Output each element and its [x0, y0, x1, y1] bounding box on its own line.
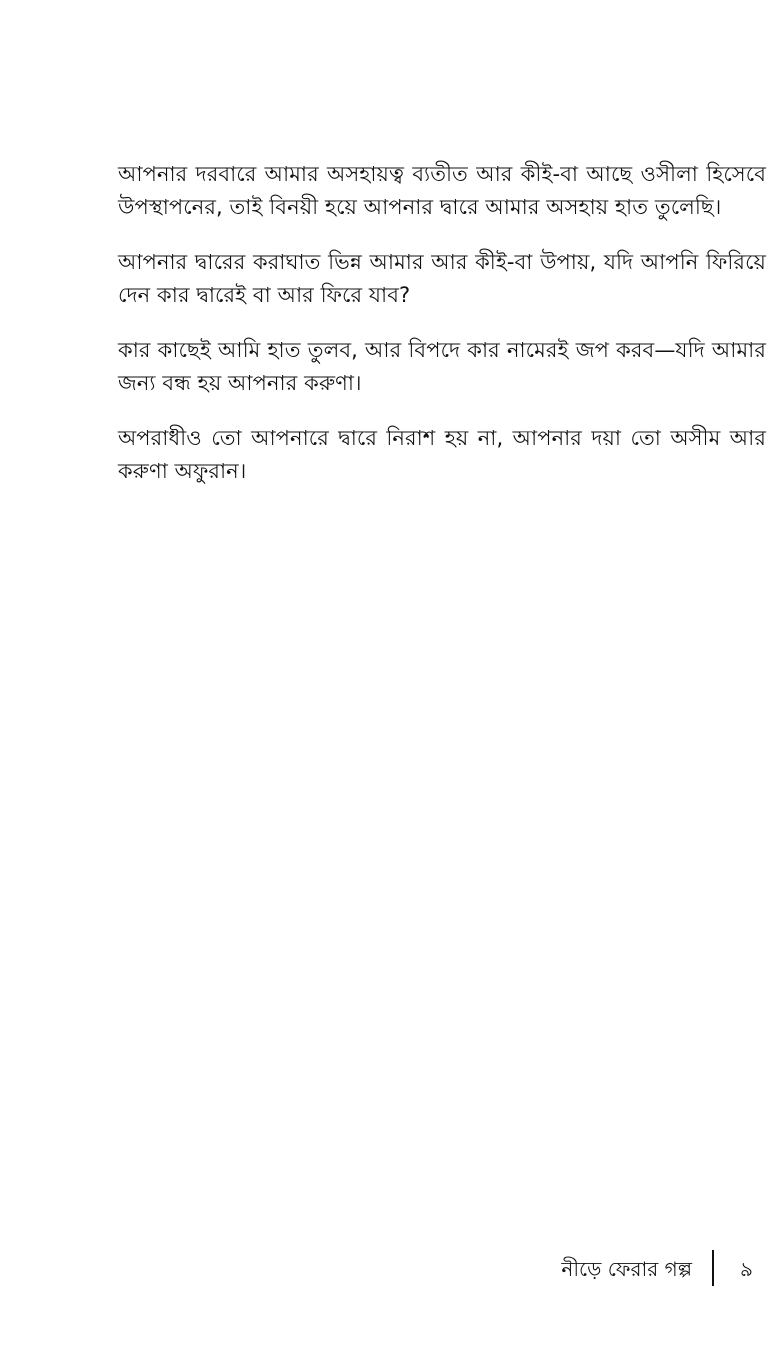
paragraph-1: আপনার দরবারে আমার অসহায়ত্ব ব্যতীত আর কীই-বা আছে ওসীলা হিসেবে উপস্থাপনের, তাই বিনয়ী হয়ে আপনার দ্বারে আমার অসহায় হাত তুলেছি।	[118, 162, 766, 219]
paragraph-2: আপনার দ্বারের করাঘাত ভিন্ন আমার আর কীই-বা উপায়, যদি আপনি ফিরিয়ে দেন কার দ্বারেই বা আর ফিরে যাব?	[118, 250, 766, 307]
page-number: ৯	[740, 1257, 753, 1281]
running-footer-title: নীড়ে ফেরার গল্প	[561, 1257, 692, 1281]
body-text	[118, 158, 766, 510]
footer-divider	[712, 1250, 714, 1286]
page-footer	[0, 1246, 784, 1290]
paragraph-3: কার কাছেই আমি হাত তুলব, আর বিপদে কার নামেরই জপ করব—যদি আমার জন্য বন্ধ হয় আপনার করুণা।	[118, 338, 766, 395]
paragraph-4: অপরাধীও তো আপনারে দ্বারে নিরাশ হয় না, আপনার দয়া তো অসীম আর করুণা অফুরান।	[118, 426, 766, 483]
